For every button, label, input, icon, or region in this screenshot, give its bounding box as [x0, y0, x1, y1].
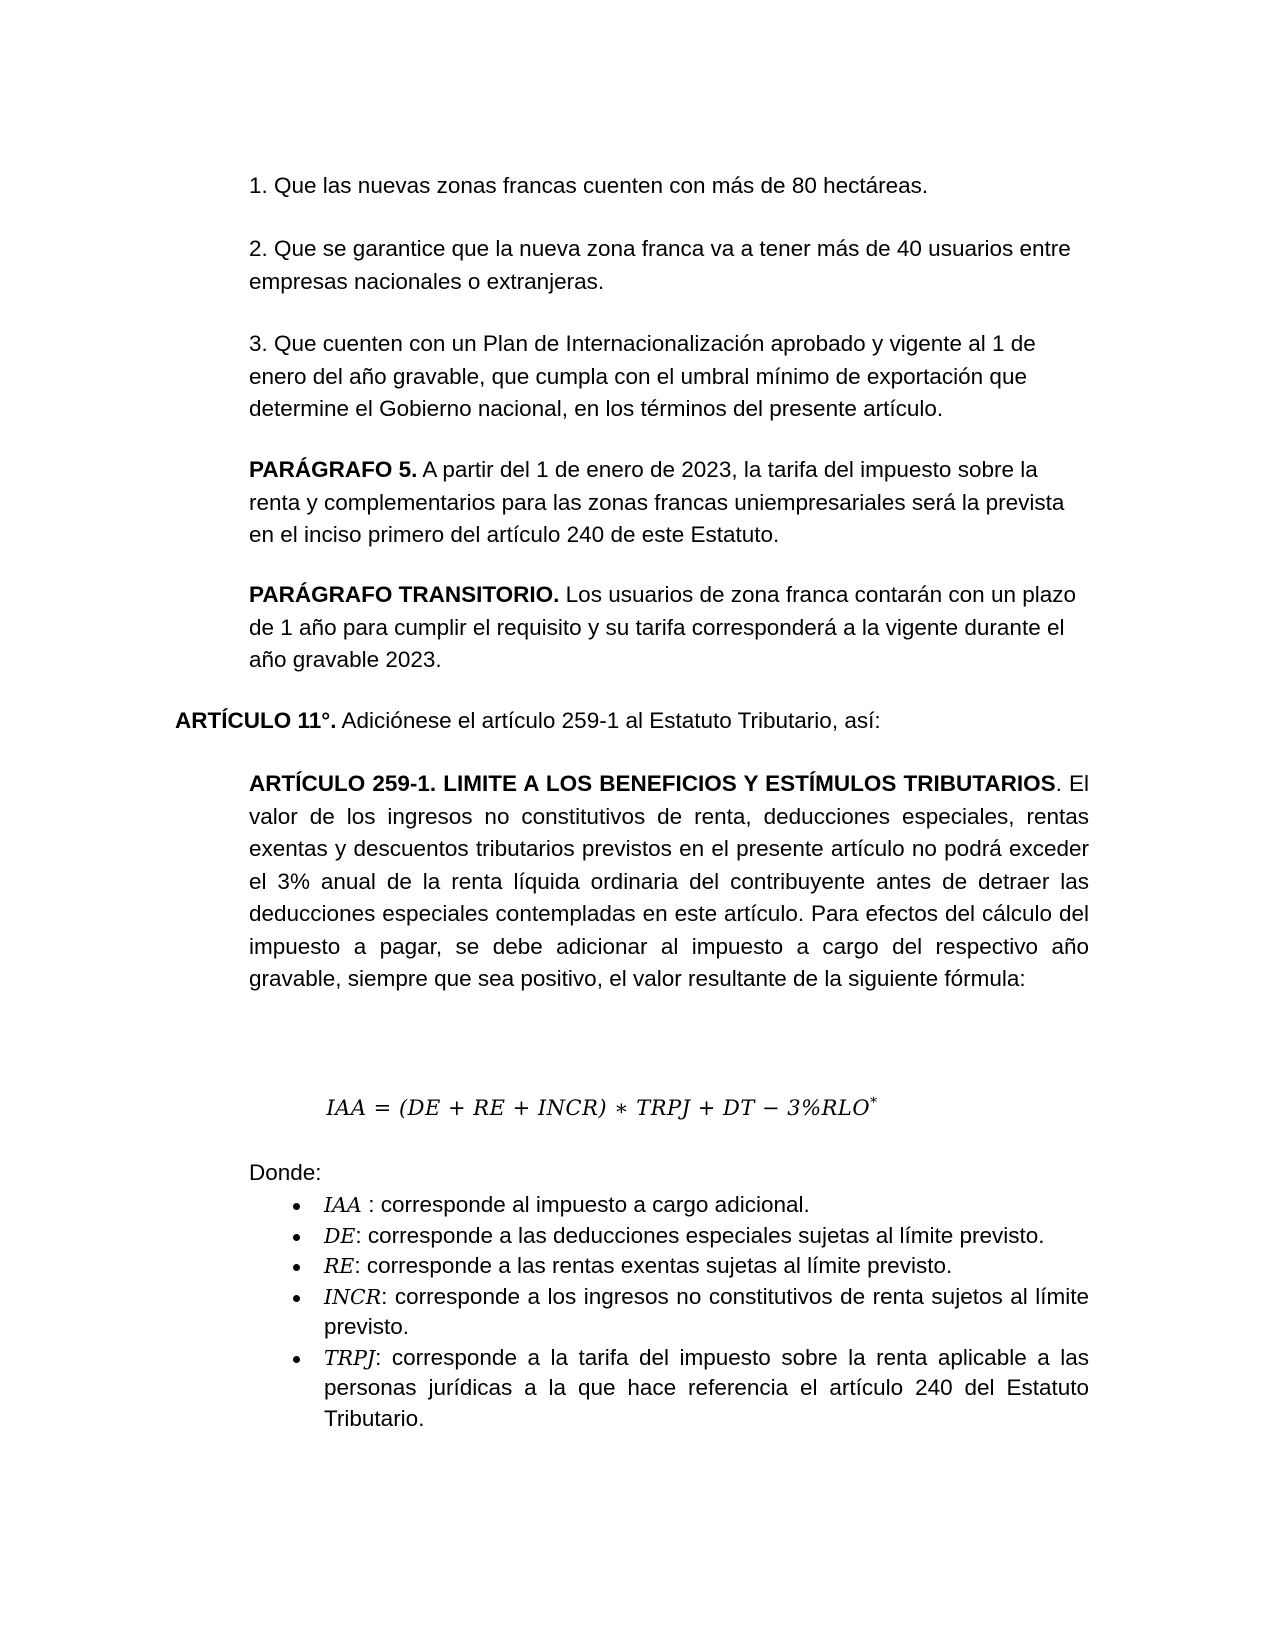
list-item	[249, 1190, 1089, 1221]
bullet-icon	[293, 1264, 300, 1271]
bullet-icon	[293, 1295, 300, 1302]
articulo-259-1-label: ARTÍCULO 259-1. LIMITE A LOS BENEFICIOS Y ESTÍMULOS TRIBUTARIOS	[249, 771, 1056, 796]
formula-expression: IAA = (DE + RE + INCR) ∗ TRPJ + DT − 3%RLO	[326, 1096, 871, 1120]
paragrafo-transitorio-label: PARÁGRAFO TRANSITORIO.	[249, 582, 560, 607]
requirement-text: 1. Que las nuevas zonas francas cuenten con más de 80 hectáreas.	[249, 173, 929, 198]
paragrafo-5	[249, 454, 1089, 552]
articulo-11-text: Adiciónese el artículo 259-1 al Estatuto Tributario, así:	[336, 708, 881, 733]
list-item	[249, 1282, 1089, 1343]
definition-text: : corresponde al impuesto a cargo adicional.	[368, 1192, 810, 1217]
definition-text: : corresponde a los ingresos no constitutivos de renta sujetos al límite previsto.	[324, 1283, 1089, 1339]
definition-text: : corresponde a las deducciones especiales sujetas al límite previsto.	[355, 1222, 1045, 1248]
definition-text: : corresponde a la tarifa del impuesto sobre la renta aplicable a las personas jurídicas a la que hace referencia el artículo 240 del Estatuto Tributario.	[324, 1344, 1089, 1431]
variable-name: TRPJ	[324, 1345, 376, 1370]
paragrafo-transitorio	[249, 579, 1089, 677]
tax-formula	[182, 1092, 1022, 1125]
paragrafo-5-text: A partir del 1 de enero de 2023, la tarifa del impuesto sobre la renta y complementarios para las zonas francas uniempresariales será la prevista en el inciso primero del artículo 240 de este Estatuto.	[249, 457, 1065, 547]
articulo-259-1-text: . El valor de los ingresos no constitutivos de renta, deducciones especiales, rentas exentas y descuentos tributarios previstos en el presente artículo no podrá exceder el 3% anual de la renta líquida ordinaria del contribuyente antes de detraer las deducciones especiales contempladas en este artículo. Para efectos del cálculo del impuesto a pagar, se debe adicionar al impuesto a cargo del respectivo año gravable, siempre que sea positivo, el valor resultante de la siguiente fórmula:	[249, 771, 1089, 991]
paragrafo-transitorio-text: Los usuarios de zona franca contarán con un plazo de 1 año para cumplir el requisito y su tarifa corresponderá a la vigente durante el año gravable 2023.	[249, 582, 1077, 672]
donde-label	[249, 1157, 1089, 1190]
paragrafo-5-label: PARÁGRAFO 5.	[249, 457, 418, 482]
articulo-11-label: ARTÍCULO 11°.	[175, 708, 337, 733]
requirement-item-1	[249, 170, 1089, 203]
donde-text: Donde:	[249, 1160, 322, 1185]
requirement-item-2	[249, 233, 1089, 298]
list-item	[249, 1251, 1089, 1282]
definitions-list	[249, 1190, 1089, 1434]
variable-name: IAA	[324, 1193, 369, 1217]
list-item	[249, 1343, 1089, 1435]
requirement-text: 3. Que cuenten con un Plan de Internacionalización aprobado y vigente al 1 de enero del año gravable, que cumpla con el umbral mínimo de exportación que determine el Gobierno nacional, en los términos del presente artículo.	[249, 331, 1036, 421]
articulo-11-heading	[175, 705, 1089, 738]
definition-text: : corresponde a las rentas exentas sujetas al límite previsto.	[354, 1253, 953, 1278]
requirement-text: 2. Que se garantice que la nueva zona franca va a tener más de 40 usuarios entre empresas nacionales o extranjeras.	[249, 236, 1071, 294]
bullet-icon	[293, 1234, 300, 1241]
requirement-item-3	[249, 328, 1089, 426]
articulo-259-1	[249, 768, 1089, 996]
bullet-icon	[293, 1203, 300, 1210]
variable-name: RE	[324, 1254, 355, 1278]
variable-name: INCR	[324, 1284, 382, 1309]
variable-name: DE	[324, 1223, 356, 1248]
list-item	[249, 1221, 1089, 1252]
bullet-icon	[293, 1356, 300, 1363]
formula-superscript: *	[870, 1095, 878, 1111]
